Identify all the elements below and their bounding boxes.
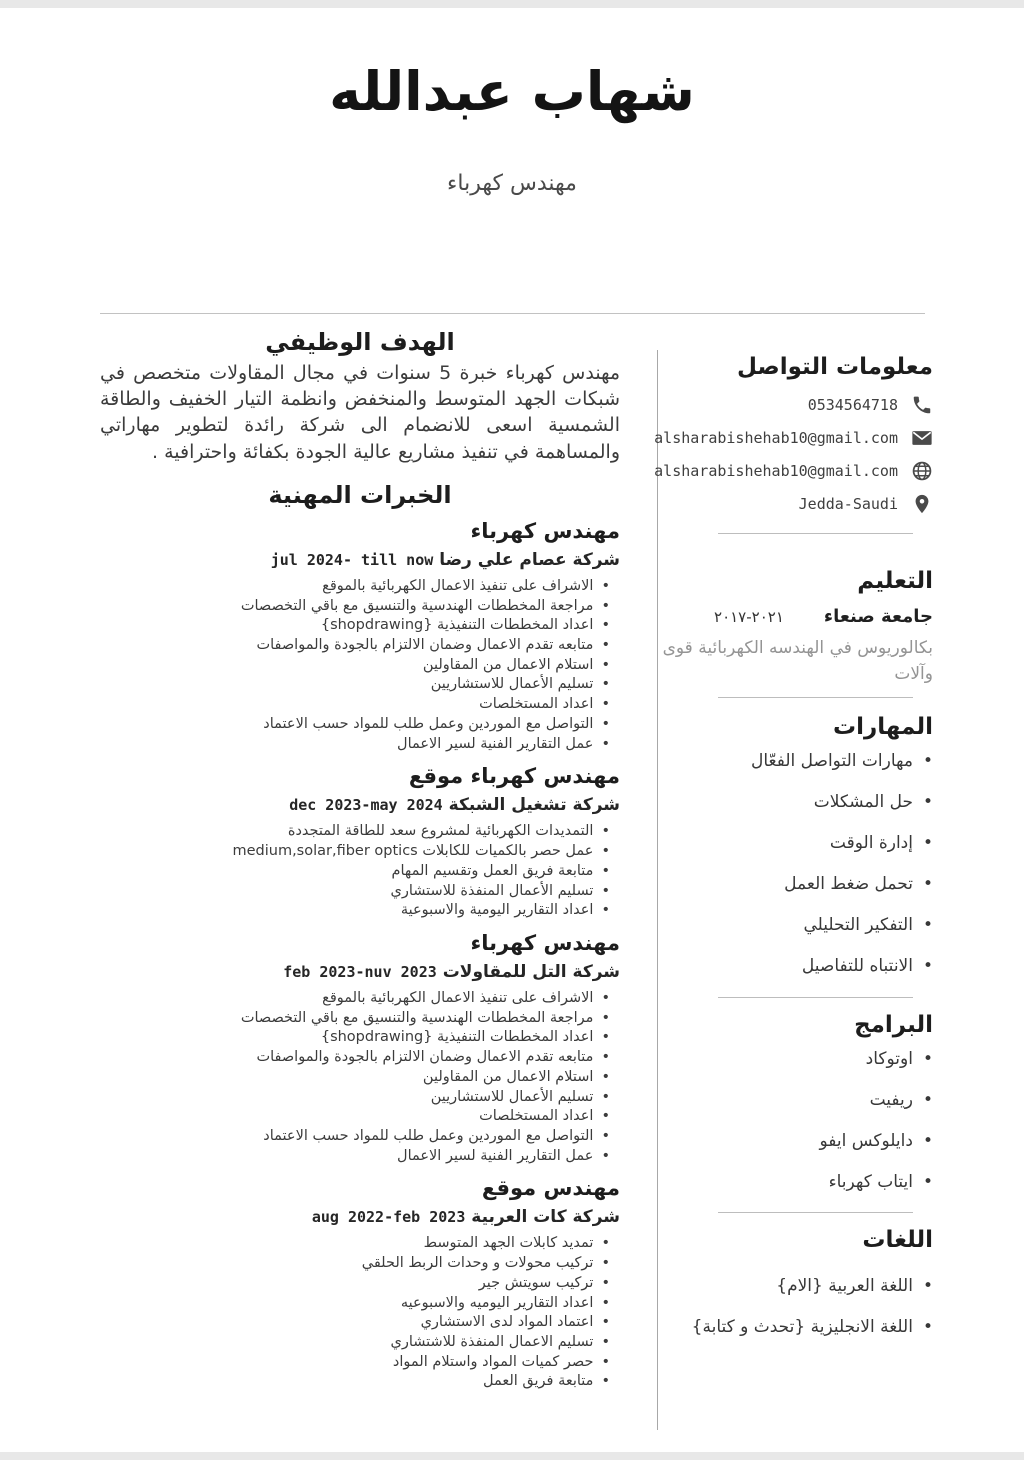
list-item-text: متابعة فريق العمل xyxy=(482,1373,594,1390)
bullet-icon: • xyxy=(601,1334,610,1350)
contact-item xyxy=(660,394,933,416)
section-separator xyxy=(718,1212,913,1213)
list-item xyxy=(100,735,610,755)
list-item-text: اللغة الانجليزية {تحدث و كتابة} xyxy=(691,1317,913,1338)
list-item-text: ايتاب كهرباء xyxy=(828,1171,913,1192)
list-item-text: دايلوكس ايفو xyxy=(819,1130,913,1151)
list-item-text: عمل حصر بالكميات للكابلات medium,solar,fiber optics xyxy=(232,843,594,860)
column-divider xyxy=(657,350,658,1430)
list-item xyxy=(100,1127,610,1147)
programs-list xyxy=(660,1048,933,1193)
list-item-text: التواصل مع الموردين وعمل طلب للمواد حسب الاعتماد xyxy=(263,715,594,732)
objective-heading: الهدف الوظيفي xyxy=(265,328,455,356)
bullet-icon: • xyxy=(601,1294,610,1311)
contact-list xyxy=(654,394,933,515)
section-separator xyxy=(718,533,913,534)
education-section xyxy=(660,568,933,698)
bullet-icon: • xyxy=(601,843,610,860)
list-item xyxy=(100,901,610,921)
list-item xyxy=(100,1147,610,1167)
list-item xyxy=(100,577,610,597)
job-role: مهندس كهرباء موقع xyxy=(408,764,620,789)
job-dates: feb 2023-nuv 2023 xyxy=(283,962,437,981)
list-item-text: اعداد المستخلصات xyxy=(479,1108,594,1125)
bullet-icon: • xyxy=(601,1235,610,1252)
list-item-text: اعداد المخططات التنفيذية {shopdrawing} xyxy=(320,1029,594,1046)
job-entry xyxy=(100,1176,620,1392)
list-item xyxy=(660,955,933,977)
skills-list xyxy=(660,750,933,978)
list-item-text: اعداد المستخلصات xyxy=(479,696,594,713)
bullet-icon: • xyxy=(601,656,610,673)
bullet-icon: • xyxy=(601,1088,610,1105)
list-item xyxy=(100,1009,610,1029)
list-item-text: تحمل ضغط العمل xyxy=(784,874,913,895)
list-item xyxy=(100,822,610,842)
experience-heading: الخبرات المهنية xyxy=(268,480,452,509)
list-item xyxy=(100,1274,610,1294)
bullet-icon: • xyxy=(601,715,610,732)
list-item-text: حل المشكلات xyxy=(813,792,913,813)
sidebar xyxy=(654,340,933,1357)
programs-heading: البرامج xyxy=(854,1011,933,1038)
contact-value: Jedda-Saudi xyxy=(798,495,898,513)
bullet-icon: • xyxy=(601,735,610,752)
list-item xyxy=(100,616,610,636)
bullet-icon: • xyxy=(922,915,933,936)
list-item xyxy=(100,862,610,882)
job-company: شركة التل للمقاولات xyxy=(436,961,620,982)
bullet-icon: • xyxy=(922,1275,933,1296)
list-item-text: إدارة الوقت xyxy=(829,833,913,854)
education-heading: التعليم xyxy=(857,568,933,594)
bullet-icon: • xyxy=(601,637,610,654)
list-item xyxy=(660,914,933,936)
list-item-text: التواصل مع الموردين وعمل طلب للمواد حسب الاعتماد xyxy=(263,1127,594,1144)
job-company: شركة كات العربية xyxy=(465,1207,620,1228)
bullet-icon: • xyxy=(922,1089,933,1110)
list-item xyxy=(660,873,933,895)
education-row xyxy=(660,606,933,627)
main-column xyxy=(100,322,620,1392)
list-item xyxy=(100,675,610,695)
list-item xyxy=(660,791,933,813)
list-item-text: تسليم الاعمال المنفذة للاشتشاري xyxy=(390,1334,594,1350)
bullet-icon: • xyxy=(601,1373,610,1390)
bullet-icon: • xyxy=(601,577,610,594)
list-item xyxy=(100,1028,610,1048)
list-item xyxy=(100,1107,610,1127)
candidate-name: شهاب عبدالله xyxy=(329,60,695,123)
list-item-text: الانتباه للتفاصيل xyxy=(801,956,913,977)
job-company: شركة تشغيل الشبكة xyxy=(442,795,620,816)
list-item-text: الاشراف على تنفيذ الاعمال الكهربائية بالموقع xyxy=(322,989,594,1006)
contact-value: alsharabishehab10@gmail.com xyxy=(654,462,898,480)
list-item xyxy=(100,1234,610,1254)
bullet-icon: • xyxy=(601,1049,610,1066)
location-pin-icon xyxy=(911,493,933,515)
skills-section xyxy=(660,714,933,998)
list-item-text: عمل التقارير الفنية لسير الاعمال xyxy=(397,735,594,752)
bullet-icon: • xyxy=(601,1108,610,1125)
list-item-text: مهارات التواصل الفعّال xyxy=(751,751,913,771)
job-company-line xyxy=(100,962,620,982)
contact-value: 0534564718 xyxy=(807,396,898,414)
job-company-line xyxy=(100,550,620,570)
list-item xyxy=(660,1089,933,1111)
bullet-icon: • xyxy=(601,597,610,614)
job-company-line xyxy=(100,1207,620,1227)
list-item xyxy=(660,1048,933,1070)
list-item-text: مراجعة المخططات الهندسية والتنسيق مع باقي التخصصات xyxy=(240,597,594,614)
languages-heading: اللغات xyxy=(862,1226,933,1253)
bullet-icon: • xyxy=(601,696,610,713)
languages-list xyxy=(660,1275,933,1338)
bullet-icon: • xyxy=(601,1255,610,1272)
job-company: شركة عصام علي رضا xyxy=(433,549,620,570)
bullet-icon: • xyxy=(922,751,933,771)
contact-heading: معلومات التواصل xyxy=(737,354,933,380)
skills-heading: المهارات xyxy=(833,714,933,740)
objective-section xyxy=(100,328,620,465)
job-role: مهندس كهرباء xyxy=(470,930,620,955)
list-item xyxy=(660,1316,933,1338)
contact-section xyxy=(654,354,933,534)
list-item-text: التمديدات الكهربائية لمشروع سعد للطاقة المتجددة xyxy=(287,823,594,840)
list-item xyxy=(100,842,610,862)
list-item xyxy=(100,636,610,656)
list-item-text: اعتماد المواد لدى الاستشاري xyxy=(420,1314,594,1331)
list-item xyxy=(100,1372,610,1392)
list-item-text: اعداد التقارير اليوميه والاسبوعيه xyxy=(400,1294,594,1311)
list-item-text: اعداد التقارير اليومية والاسبوعية xyxy=(400,902,594,919)
objective-text: مهندس كهرباء خبرة 5 سنوات في مجال المقاولات متخصص في شبكات الجهد المتوسط والمنخفض وانظمة التيار الخفيف والطاقة الشمسية اسعى للانضمام الى شركة رائدة لتطوير مهاراتي والمساهمة في تنفيذ مشاريع عالية الجودة بكفائة واحترافية . xyxy=(100,362,621,463)
list-item xyxy=(660,1275,933,1297)
section-separator xyxy=(718,697,913,698)
list-item-text: تسليم الأعمال للاستشاريين xyxy=(430,1088,594,1105)
education-dates: ٢٠٢١-٢٠١٧ xyxy=(714,608,784,626)
bullet-icon: • xyxy=(922,874,933,895)
list-item-text: متابعه تقدم الاعمال وضمان الالتزام بالجودة والمواصفات xyxy=(256,1049,594,1066)
job-bullets xyxy=(100,577,610,754)
bullet-icon: • xyxy=(601,1314,610,1331)
section-separator xyxy=(718,997,913,998)
bullet-icon: • xyxy=(601,1009,610,1026)
phone-icon xyxy=(911,394,933,416)
list-item-text: الاشراف على تنفيذ الاعمال الكهربائية بالموقع xyxy=(322,577,594,594)
job-entry xyxy=(100,519,620,754)
list-item-text: حصر كميات المواد واستلام المواد xyxy=(392,1353,594,1370)
languages-section xyxy=(660,1227,933,1338)
list-item-text: التفكير التحليلي xyxy=(803,915,913,936)
bullet-icon: • xyxy=(922,792,933,813)
list-item xyxy=(100,1254,610,1274)
programs-section xyxy=(660,1012,933,1213)
list-item-text: استلام الاعمال من المقاولين xyxy=(422,656,594,673)
list-item xyxy=(100,1088,610,1108)
bullet-icon: • xyxy=(601,1274,610,1291)
list-item-text: اوتوكاد xyxy=(865,1048,913,1069)
list-item-text: متابعة فريق العمل وتقسيم المهام xyxy=(391,862,594,879)
globe-icon xyxy=(911,460,933,482)
bullet-icon: • xyxy=(922,1048,933,1069)
bullet-icon: • xyxy=(922,1317,933,1338)
contact-item xyxy=(660,493,933,515)
job-dates: aug 2022-feb 2023 xyxy=(311,1208,466,1227)
job-bullets xyxy=(100,989,610,1166)
bullet-icon: • xyxy=(922,1171,933,1192)
list-item-text: تركيب محولات و وحدات الربط الحلقي xyxy=(361,1255,594,1272)
resume-header xyxy=(0,60,1024,196)
job-dates: jul 2024- till now xyxy=(270,550,434,569)
list-item-text: تمديد كابلات الجهد المتوسط xyxy=(423,1235,594,1252)
header-divider xyxy=(100,313,925,314)
list-item xyxy=(100,1313,610,1333)
bullet-icon: • xyxy=(601,989,610,1006)
list-item-text: تسليم الأعمال للاستشاريين xyxy=(430,676,594,693)
contact-value: alsharabishehab10@gmail.com xyxy=(654,429,898,447)
list-item xyxy=(100,1353,610,1373)
bullet-icon: • xyxy=(601,882,610,899)
page-top-edge xyxy=(0,0,1024,8)
list-item xyxy=(100,1068,610,1088)
job-bullets xyxy=(100,1234,610,1392)
list-item xyxy=(100,656,610,676)
list-item-text: عمل التقارير الفنية لسير الاعمال xyxy=(397,1147,594,1164)
list-item xyxy=(100,597,610,617)
job-dates: dec 2023-may 2024 xyxy=(289,796,443,815)
list-item-text: اللغة العربية {الام} xyxy=(776,1275,913,1296)
bullet-icon: • xyxy=(601,1147,610,1164)
bullet-icon: • xyxy=(601,1127,610,1144)
bullet-icon: • xyxy=(922,956,933,977)
list-item xyxy=(100,1294,610,1314)
job-entry xyxy=(100,764,620,921)
list-item xyxy=(660,750,933,772)
job-entry xyxy=(100,931,620,1166)
job-bullets xyxy=(100,822,610,921)
list-item-text: تركيب سويتش جير xyxy=(478,1274,594,1291)
bullet-icon: • xyxy=(601,902,610,919)
experience-section xyxy=(100,481,620,1392)
list-item xyxy=(100,715,610,735)
bullet-icon: • xyxy=(922,833,933,854)
bullet-icon: • xyxy=(601,1353,610,1370)
list-item xyxy=(660,1171,933,1193)
job-role: مهندس موقع xyxy=(481,1176,620,1201)
list-item xyxy=(660,1130,933,1152)
bullet-icon: • xyxy=(601,823,610,840)
list-item-text: اعداد المخططات التنفيذية {shopdrawing} xyxy=(320,617,594,634)
contact-item xyxy=(654,427,933,449)
job-company-line xyxy=(100,795,620,815)
bullet-icon: • xyxy=(601,1068,610,1085)
bullet-icon: • xyxy=(601,617,610,634)
list-item-text: تسليم الأعمال المنفذة للاستشاري xyxy=(390,882,594,899)
bullet-icon: • xyxy=(601,1029,610,1046)
list-item xyxy=(100,882,610,902)
envelope-icon xyxy=(911,427,933,449)
list-item xyxy=(660,832,933,854)
list-item-text: ريفيت xyxy=(869,1089,913,1110)
education-school: جامعة صنعاء xyxy=(823,606,933,627)
candidate-title: مهندس كهرباء xyxy=(447,171,577,196)
list-item xyxy=(100,989,610,1009)
contact-item xyxy=(654,460,933,482)
list-item-text: مراجعة المخططات الهندسية والتنسيق مع باقي التخصصات xyxy=(240,1009,594,1026)
bullet-icon: • xyxy=(922,1130,933,1151)
bullet-icon: • xyxy=(601,676,610,693)
jobs xyxy=(100,519,620,1392)
education-degree: بكالوريوس في الهندسه الكهربائية قوى وآلات xyxy=(662,638,933,684)
list-item xyxy=(100,1048,610,1068)
page-bottom-edge xyxy=(0,1452,1024,1460)
bullet-icon: • xyxy=(601,862,610,879)
list-item xyxy=(100,1333,610,1353)
list-item-text: متابعه تقدم الاعمال وضمان الالتزام بالجودة والمواصفات xyxy=(256,637,594,654)
list-item xyxy=(100,695,610,715)
job-role: مهندس كهرباء xyxy=(470,518,620,543)
list-item-text: استلام الاعمال من المقاولين xyxy=(422,1068,594,1085)
